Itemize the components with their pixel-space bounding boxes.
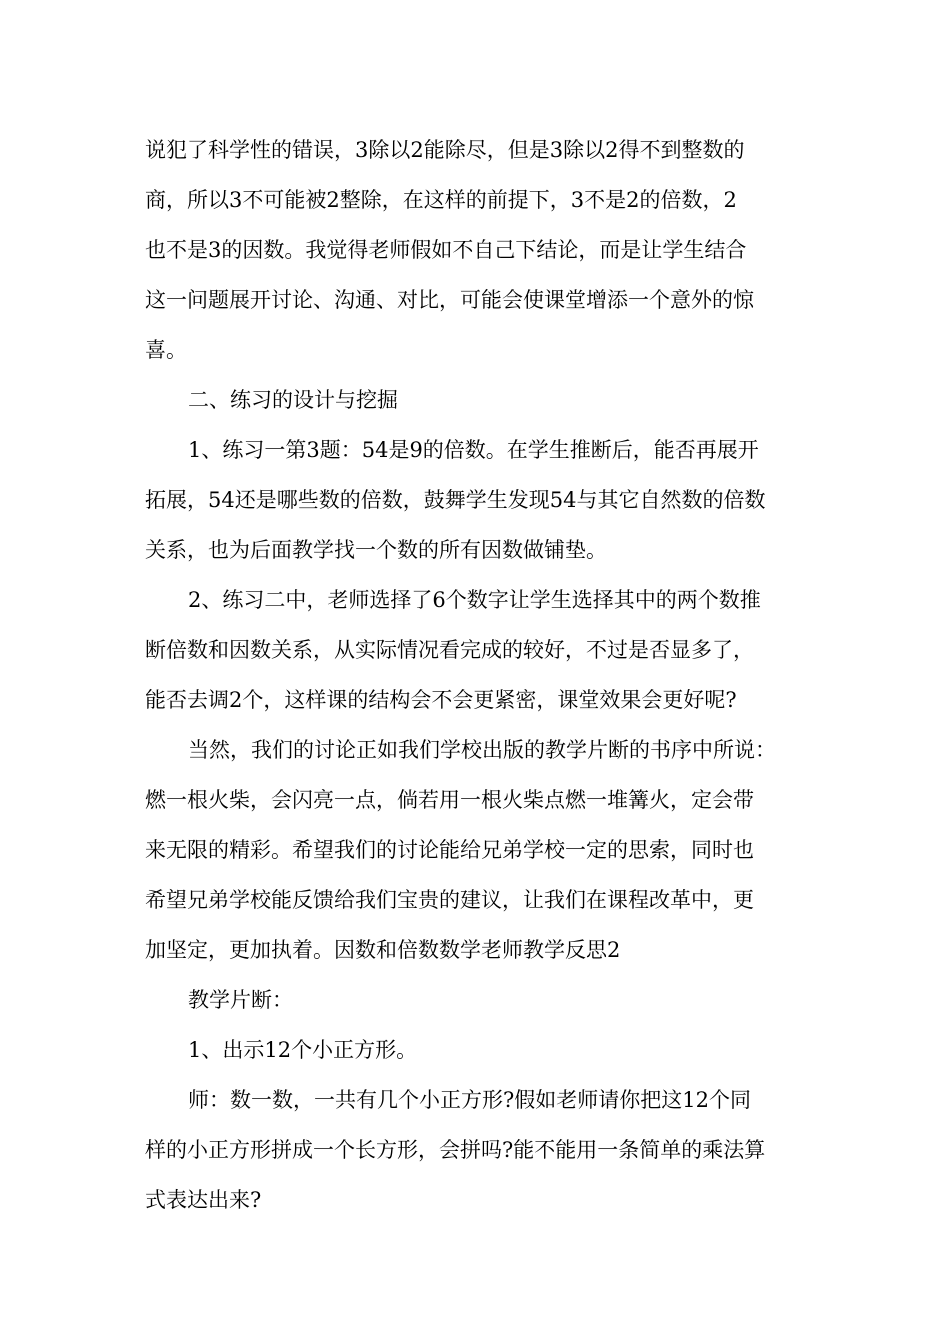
section-heading: 二、练习的设计与挖掘 xyxy=(188,388,398,412)
text-line: 拓展，54还是哪些数的倍数，鼓舞学生发现54与其它自然数的倍数 xyxy=(145,488,766,512)
text-line: 1、出示12个小正方形。 xyxy=(188,1038,418,1062)
text-line: 断倍数和因数关系，从实际情况看完成的较好，不过是否显多了， xyxy=(145,638,754,662)
text-line: 当然，我们的讨论正如我们学校出版的教学片断的书序中所说： xyxy=(188,738,776,762)
text-line: 说犯了科学性的错误，3除以2能除尽，但是3除以2得不到整数的 xyxy=(145,138,745,162)
text-line: 商，所以3不可能被2整除，在这样的前提下，3不是2的倍数，2 xyxy=(145,188,737,212)
text-line: 加坚定，更加执着。因数和倍数数学老师教学反思2 xyxy=(145,938,621,962)
text-line: 1、练习一第3题：54是9的倍数。在学生推断后，能否再展开 xyxy=(188,438,759,462)
text-line: 也不是3的因数。我觉得老师假如不自己下结论，而是让学生结合 xyxy=(145,238,747,262)
text-line: 式表达出来? xyxy=(145,1188,262,1212)
text-line: 关系，也为后面教学找一个数的所有因数做铺垫。 xyxy=(145,538,607,562)
text-line: 燃一根火柴，会闪亮一点，倘若用一根火柴点燃一堆篝火，定会带 xyxy=(145,788,754,812)
text-line: 样的小正方形拼成一个长方形，会拼吗?能不能用一条简单的乘法算 xyxy=(145,1138,766,1162)
text-line: 喜。 xyxy=(145,338,187,362)
text-line: 希望兄弟学校能反馈给我们宝贵的建议，让我们在课程改革中，更 xyxy=(145,888,754,912)
text-line: 2、练习二中，老师选择了6个数字让学生选择其中的两个数推 xyxy=(188,588,761,612)
text-line: 能否去调2个，这样课的结构会不会更紧密，课堂效果会更好呢? xyxy=(145,688,737,712)
text-line: 这一问题展开讨论、沟通、对比，可能会使课堂增添一个意外的惊 xyxy=(145,288,754,312)
subheading: 教学片断： xyxy=(188,988,293,1012)
text-line: 师：数一数，一共有几个小正方形?假如老师请你把这12个同 xyxy=(188,1088,751,1112)
text-line: 来无限的精彩。希望我们的讨论能给兄弟学校一定的思索，同时也 xyxy=(145,838,754,862)
